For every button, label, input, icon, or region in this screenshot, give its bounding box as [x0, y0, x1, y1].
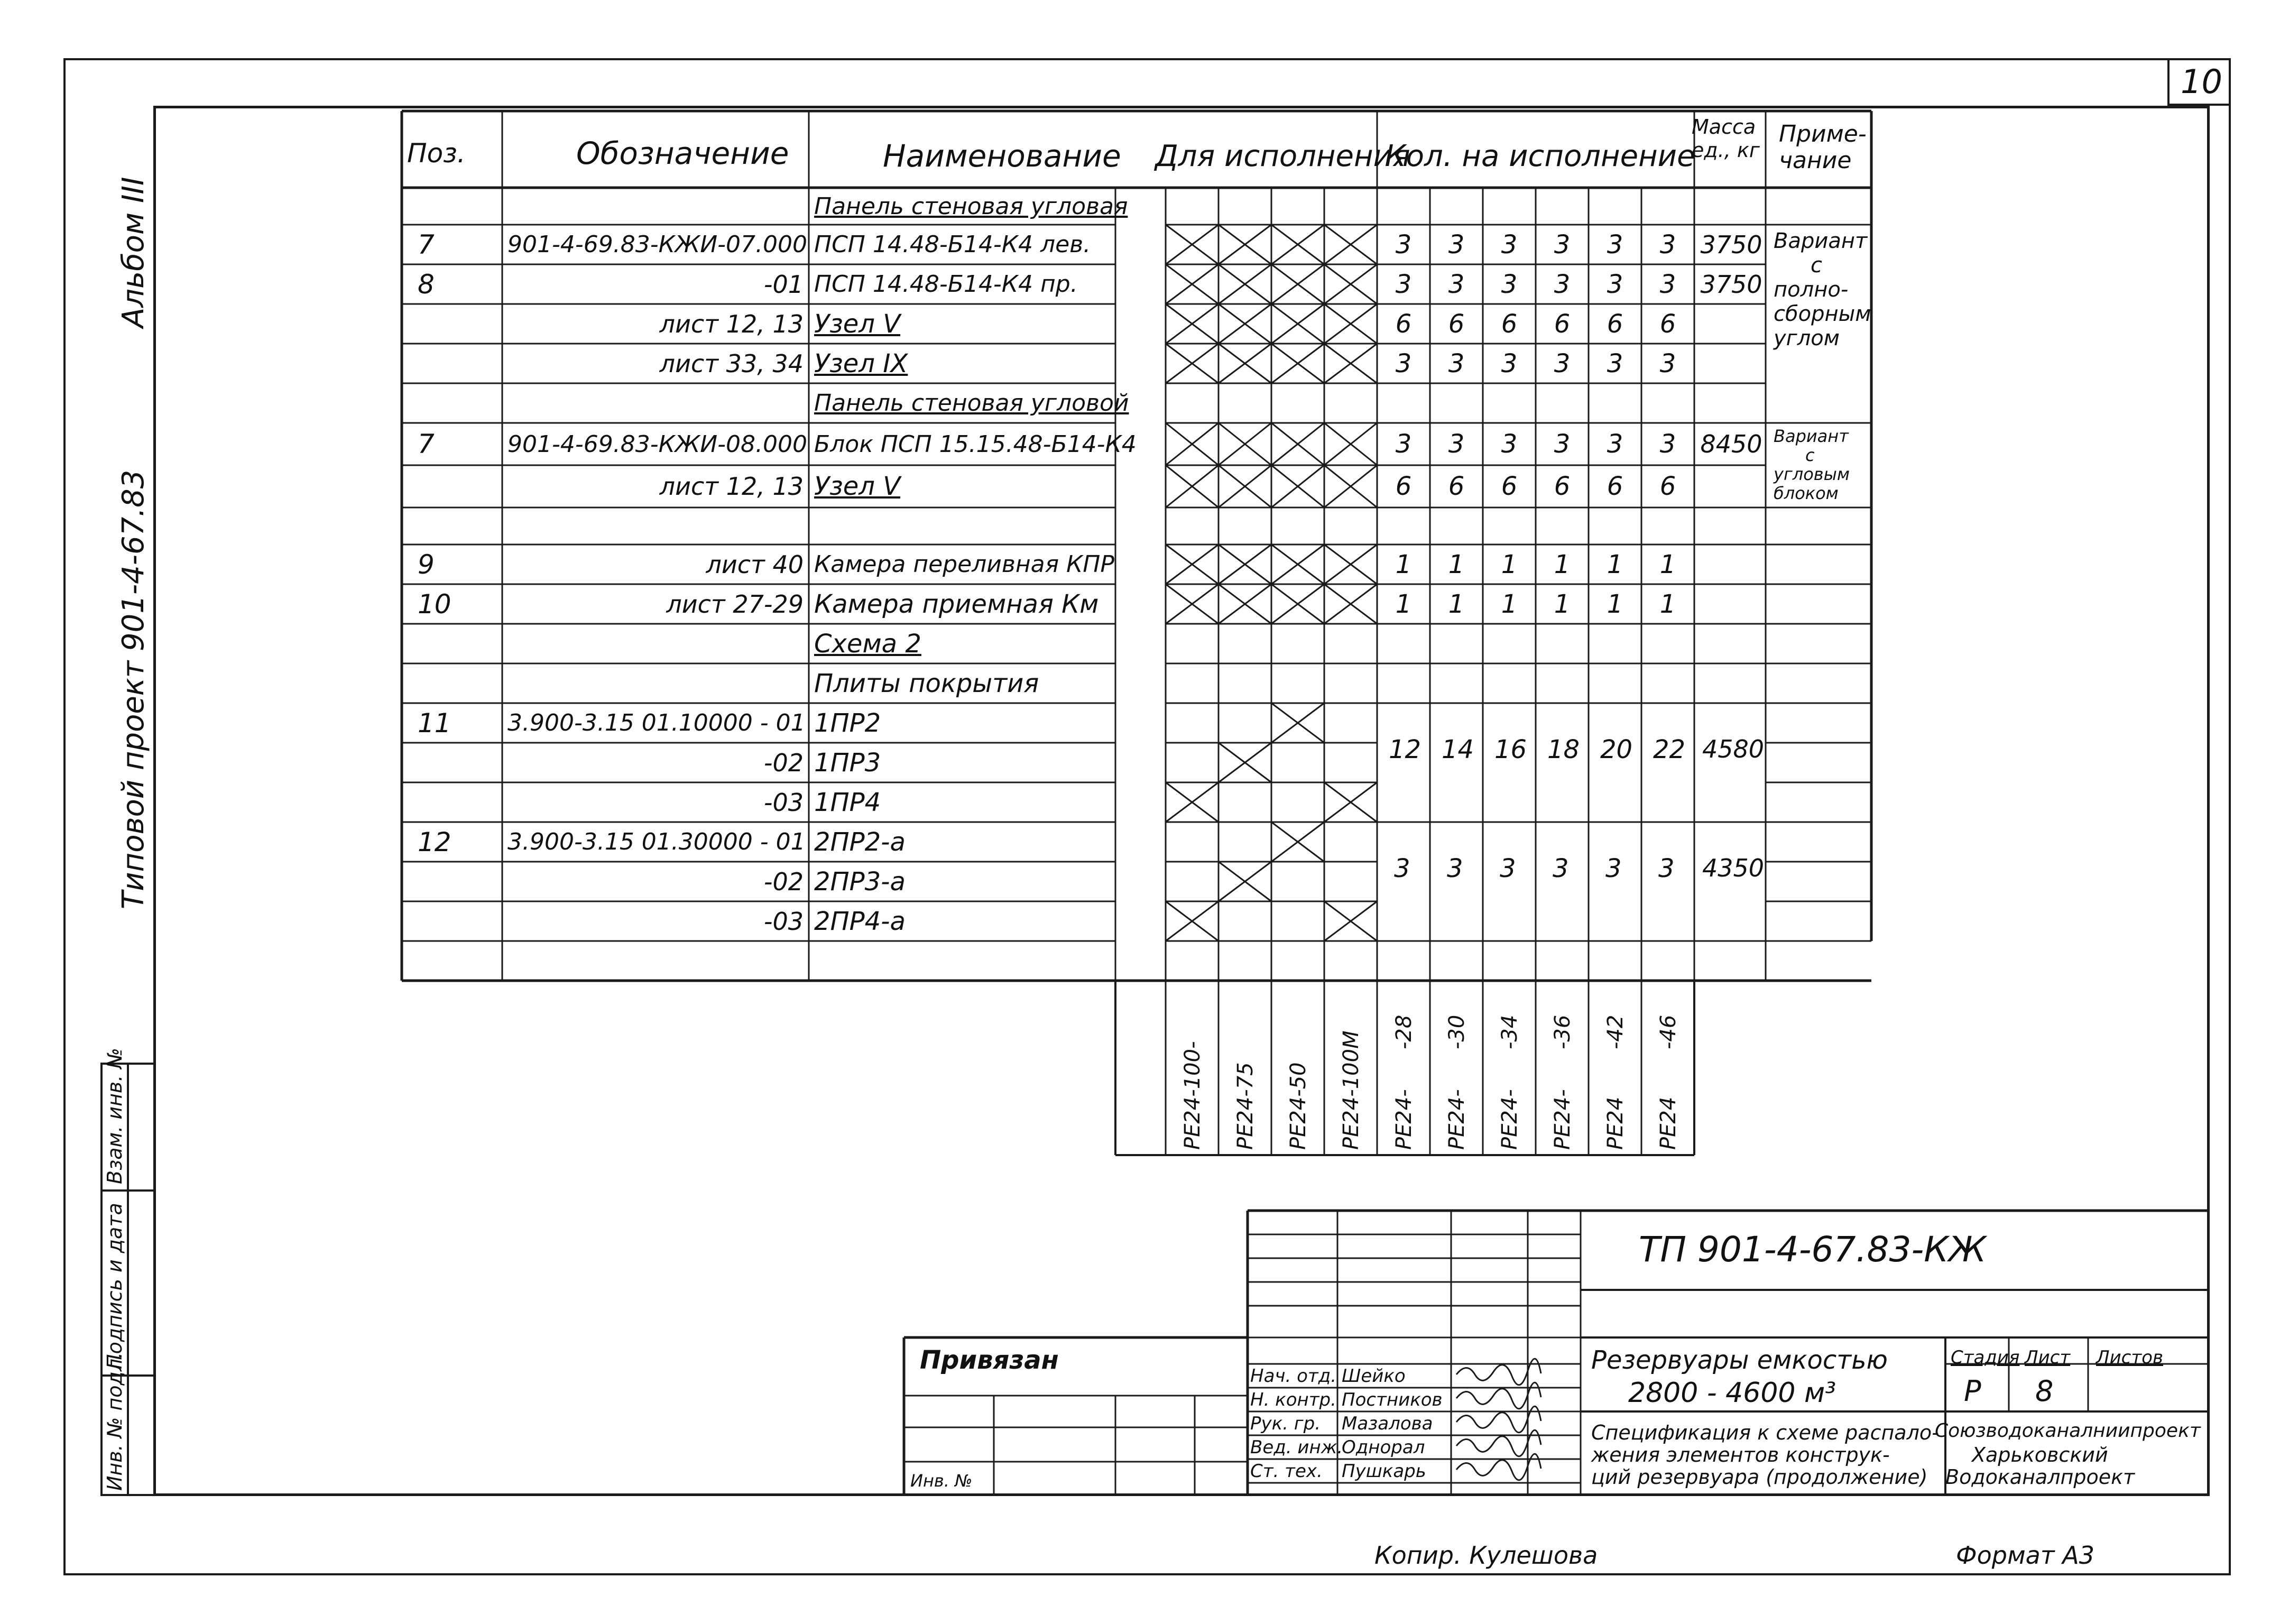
header-primechanie-1: Приме-: [1779, 121, 1867, 147]
row-oboznachenie: -03: [763, 907, 804, 936]
inv-no-label: Инв. №: [910, 1471, 973, 1491]
sheet-title-2: жения элементов конструк-: [1591, 1443, 1890, 1466]
org-name-3: Водоканалпроект: [1945, 1465, 2135, 1489]
row-qty: 3: [1659, 229, 1676, 260]
row-qty: 3: [1659, 269, 1676, 299]
listov-label: Листов: [2096, 1347, 2164, 1368]
row-qty: 3: [1448, 429, 1465, 459]
plates-1-qty: 18: [1547, 735, 1580, 764]
variant-qty-label: РЕ24: [1656, 1096, 1681, 1150]
header-massa-units: ед., кг: [1692, 139, 1760, 162]
row-qty: 6: [1554, 472, 1571, 501]
row-naimenovanie: 2ПР4-а: [814, 906, 906, 936]
row-qty: 1: [1554, 549, 1571, 579]
privyazan-label: Привязан: [920, 1345, 1059, 1375]
row-poz: 7: [418, 229, 435, 260]
row-qty: 1: [1448, 549, 1465, 579]
row-oboznachenie: лист 40: [706, 550, 804, 579]
row-qty: 1: [1607, 549, 1623, 579]
row-oboznachenie: -01: [763, 270, 804, 299]
row-qty: 3: [1448, 229, 1465, 260]
variant-qty-suffix: -46: [1656, 1014, 1681, 1049]
row-poz: 8: [418, 269, 435, 300]
sheet-title-1: Спецификация к схеме распало-: [1591, 1421, 1939, 1444]
list-label: Лист: [2025, 1347, 2071, 1368]
row-qty: 6: [1395, 472, 1412, 501]
row-qty: 3: [1395, 429, 1412, 459]
primechanie-variant-2: угловым: [1774, 464, 1850, 484]
header-kol-na-ispolnenie: Кол. на исполнение: [1385, 139, 1695, 173]
variant-qty-suffix: -42: [1603, 1014, 1628, 1049]
row-qty: 3: [1501, 229, 1518, 260]
plates-1-qty: 22: [1653, 735, 1686, 764]
object-name-2: 2800 - 4600 м³: [1628, 1377, 1836, 1409]
doc-code: ТП 901-4-67.83-КЖ: [1639, 1229, 1987, 1270]
row-poz: 11: [418, 707, 451, 739]
row-qty: 6: [1448, 472, 1465, 501]
row-naimenovanie: Камера приемная Км: [814, 589, 1099, 619]
plates-1-qty: 16: [1494, 735, 1527, 764]
row-oboznachenie: 3.900-3.15 01.30000 - 01: [507, 828, 806, 855]
row-naimenovanie: Камера переливная КПР: [814, 551, 1114, 578]
plates-2-qty: 3: [1658, 854, 1675, 883]
row-oboznachenie: 901-4-69.83-КЖИ-07.000: [507, 231, 807, 258]
row-naimenovanie: Схема 2: [814, 629, 921, 659]
side-label-podpis-data: Подпись и дата: [103, 1203, 126, 1369]
row-naimenovanie: Панель стеновая угловая: [814, 192, 1128, 220]
variant-qty-label: РЕ24-: [1498, 1089, 1522, 1150]
row-oboznachenie: 901-4-69.83-КЖИ-08.000: [507, 430, 807, 458]
primechanie-variant-1: Вариант: [1774, 229, 1868, 253]
plates-1-qty: 12: [1389, 735, 1421, 764]
row-qty: 3: [1554, 429, 1571, 459]
row-oboznachenie: -03: [763, 788, 804, 817]
primechanie-variant-1: с: [1811, 253, 1822, 278]
primechanie-variant-2: блоком: [1774, 483, 1839, 503]
primechanie-variant-1: полно-: [1774, 278, 1849, 302]
row-naimenovanie: Панель стеновая угловой: [814, 390, 1129, 417]
signature-role: Вед. инж.: [1250, 1437, 1343, 1458]
plates-1-mass: 4580: [1702, 735, 1765, 763]
row-qty: 3: [1554, 229, 1571, 260]
plates-2-qty: 3: [1605, 854, 1622, 883]
row-qty: 1: [1659, 589, 1676, 619]
primechanie-variant-1: сборным: [1774, 302, 1871, 326]
variant-qty-label: РЕ24-: [1445, 1089, 1469, 1150]
row-naimenovanie: 1ПР4: [814, 787, 881, 817]
row-qty: 1: [1607, 589, 1623, 619]
row-naimenovanie: Блок ПСП 15.15.48-Б14-К4: [814, 430, 1137, 458]
row-qty: 3: [1607, 229, 1623, 260]
signature-name: Шейко: [1342, 1365, 1406, 1387]
header-naimenovanie: Наименование: [883, 138, 1121, 174]
sheet-number: 10: [2181, 62, 2222, 101]
list-value: 8: [2035, 1374, 2054, 1408]
row-naimenovanie: 1ПР3: [814, 748, 881, 778]
row-oboznachenie: лист 27-29: [666, 589, 804, 619]
plates-2-qty: 3: [1553, 854, 1569, 883]
plates-2-qty: 3: [1447, 854, 1463, 883]
row-qty: 6: [1659, 309, 1676, 339]
plates-2-qty: 3: [1500, 854, 1516, 883]
variant-qty-label: РЕ24-: [1392, 1089, 1416, 1150]
row-qty: 1: [1554, 589, 1571, 619]
row-qty: 3: [1448, 269, 1465, 299]
row-naimenovanie: Узел IX: [814, 348, 908, 379]
row-qty: 6: [1554, 309, 1571, 339]
side-label-album: Альбом III: [116, 177, 151, 328]
signature-name: Постников: [1342, 1389, 1443, 1410]
row-qty: 3: [1448, 348, 1465, 379]
variant-for-label: РЕ24-100-: [1180, 1041, 1205, 1150]
primechanie-variant-1: углом: [1774, 326, 1840, 350]
sheet-title-3: ций резервуара (продолжение): [1591, 1465, 1928, 1489]
row-naimenovanie: Узел V: [814, 472, 901, 501]
row-qty: 3: [1501, 348, 1518, 379]
variant-qty-suffix: -36: [1550, 1014, 1575, 1049]
plates-1-qty: 14: [1442, 735, 1474, 764]
signature-name: Пушкарь: [1342, 1461, 1426, 1482]
signature-role: Нач. отд.: [1250, 1365, 1337, 1387]
side-label-inv-podl: Инв. № подл.: [103, 1352, 126, 1491]
signature-role: Н. контр.: [1250, 1389, 1336, 1410]
plates-1-qty: 20: [1600, 735, 1633, 764]
stadiya-value: Р: [1964, 1374, 1981, 1408]
primechanie-variant-2: с: [1805, 445, 1815, 465]
row-oboznachenie: -02: [763, 867, 804, 896]
row-qty: 6: [1395, 309, 1412, 339]
row-poz: 9: [418, 549, 435, 580]
object-name-1: Резервуары емкостью: [1591, 1345, 1888, 1375]
side-label-vzam-inv: Взам. инв. №: [103, 1047, 126, 1184]
row-qty: 6: [1607, 472, 1623, 501]
row-oboznachenie: лист 12, 13: [659, 309, 804, 338]
row-oboznachenie: лист 12, 13: [659, 472, 804, 501]
row-qty: 3: [1607, 269, 1623, 299]
row-qty: 3: [1501, 429, 1518, 459]
signature-name: Однорал: [1342, 1437, 1425, 1458]
row-naimenovanie: 2ПР3-а: [814, 866, 906, 897]
variant-qty-suffix: -28: [1392, 1014, 1416, 1049]
row-qty: 3: [1659, 429, 1676, 459]
row-qty: 6: [1607, 309, 1623, 339]
row-qty: 3: [1395, 229, 1412, 260]
row-qty: 3: [1554, 348, 1571, 379]
variant-for-label: РЕ24-75: [1233, 1062, 1258, 1150]
row-qty: 3: [1554, 269, 1571, 299]
signature-name: Мазалова: [1342, 1413, 1433, 1434]
row-qty: 3: [1395, 348, 1412, 379]
row-qty: 6: [1501, 472, 1518, 501]
row-poz: 7: [418, 429, 435, 459]
variant-qty-suffix: -30: [1445, 1014, 1469, 1049]
row-naimenovanie: ПСП 14.48-Б14-К4 лев.: [814, 231, 1091, 258]
row-qty: 6: [1448, 309, 1465, 339]
row-qty: 6: [1659, 472, 1676, 501]
row-qty: 1: [1501, 549, 1518, 579]
row-naimenovanie: Узел V: [814, 309, 901, 339]
variant-qty-label: РЕ24: [1603, 1096, 1628, 1150]
org-name-1: Союзводоканалниипроект: [1935, 1420, 2201, 1442]
row-qty: 1: [1395, 589, 1412, 619]
row-naimenovanie: 1ПР2: [814, 708, 881, 738]
signature-role: Рук. гр.: [1250, 1413, 1321, 1434]
row-qty: 1: [1501, 589, 1518, 619]
row-mass: 8450: [1700, 430, 1762, 458]
variant-qty-label: РЕ24-: [1550, 1089, 1575, 1150]
row-mass: 3750: [1700, 270, 1762, 299]
footer-kopiroval: Копир. Кулешова: [1374, 1541, 1598, 1570]
org-name-2: Харьковский: [1972, 1443, 2108, 1466]
row-naimenovanie: ПСП 14.48-Б14-К4 пр.: [814, 271, 1078, 298]
header-massa: Масса: [1692, 115, 1756, 139]
signature-role: Ст. тех.: [1250, 1461, 1323, 1482]
row-qty: 3: [1607, 429, 1623, 459]
primechanie-variant-2: Вариант: [1774, 426, 1849, 446]
header-primechanie-2: чание: [1779, 147, 1852, 174]
row-qty: 3: [1659, 348, 1676, 379]
row-qty: 1: [1448, 589, 1465, 619]
row-naimenovanie: 2ПР2-а: [814, 827, 906, 857]
row-oboznachenie: лист 33, 34: [659, 349, 804, 378]
side-label-project: Типовой проект 901-4-67.83: [116, 469, 151, 909]
row-qty: 3: [1607, 348, 1623, 379]
plates-2-mass: 4350: [1702, 854, 1765, 882]
row-oboznachenie: -02: [763, 748, 804, 777]
row-mass: 3750: [1700, 230, 1762, 259]
variant-for-label: РЕ24-50: [1286, 1062, 1310, 1150]
variant-qty-suffix: -34: [1498, 1014, 1522, 1049]
row-qty: 3: [1501, 269, 1518, 299]
row-oboznachenie: 3.900-3.15 01.10000 - 01: [507, 709, 806, 736]
footer-format: Формат А3: [1956, 1541, 2094, 1570]
header-oboznachenie: Обозначение: [576, 135, 789, 171]
header-poz: Поз.: [407, 138, 466, 169]
stadiya-label: Стадия: [1951, 1347, 2020, 1368]
header-dlya-ispolneniya: Для исполнения: [1155, 139, 1410, 173]
row-qty: 3: [1395, 269, 1412, 299]
row-naimenovanie: Плиты покрытия: [814, 668, 1039, 698]
row-qty: 6: [1501, 309, 1518, 339]
plates-2-qty: 3: [1394, 854, 1410, 883]
row-poz: 12: [418, 826, 451, 857]
row-qty: 1: [1395, 549, 1412, 579]
row-qty: 1: [1659, 549, 1676, 579]
variant-for-label: РЕ24-100М: [1339, 1030, 1363, 1150]
row-poz: 10: [418, 588, 451, 620]
